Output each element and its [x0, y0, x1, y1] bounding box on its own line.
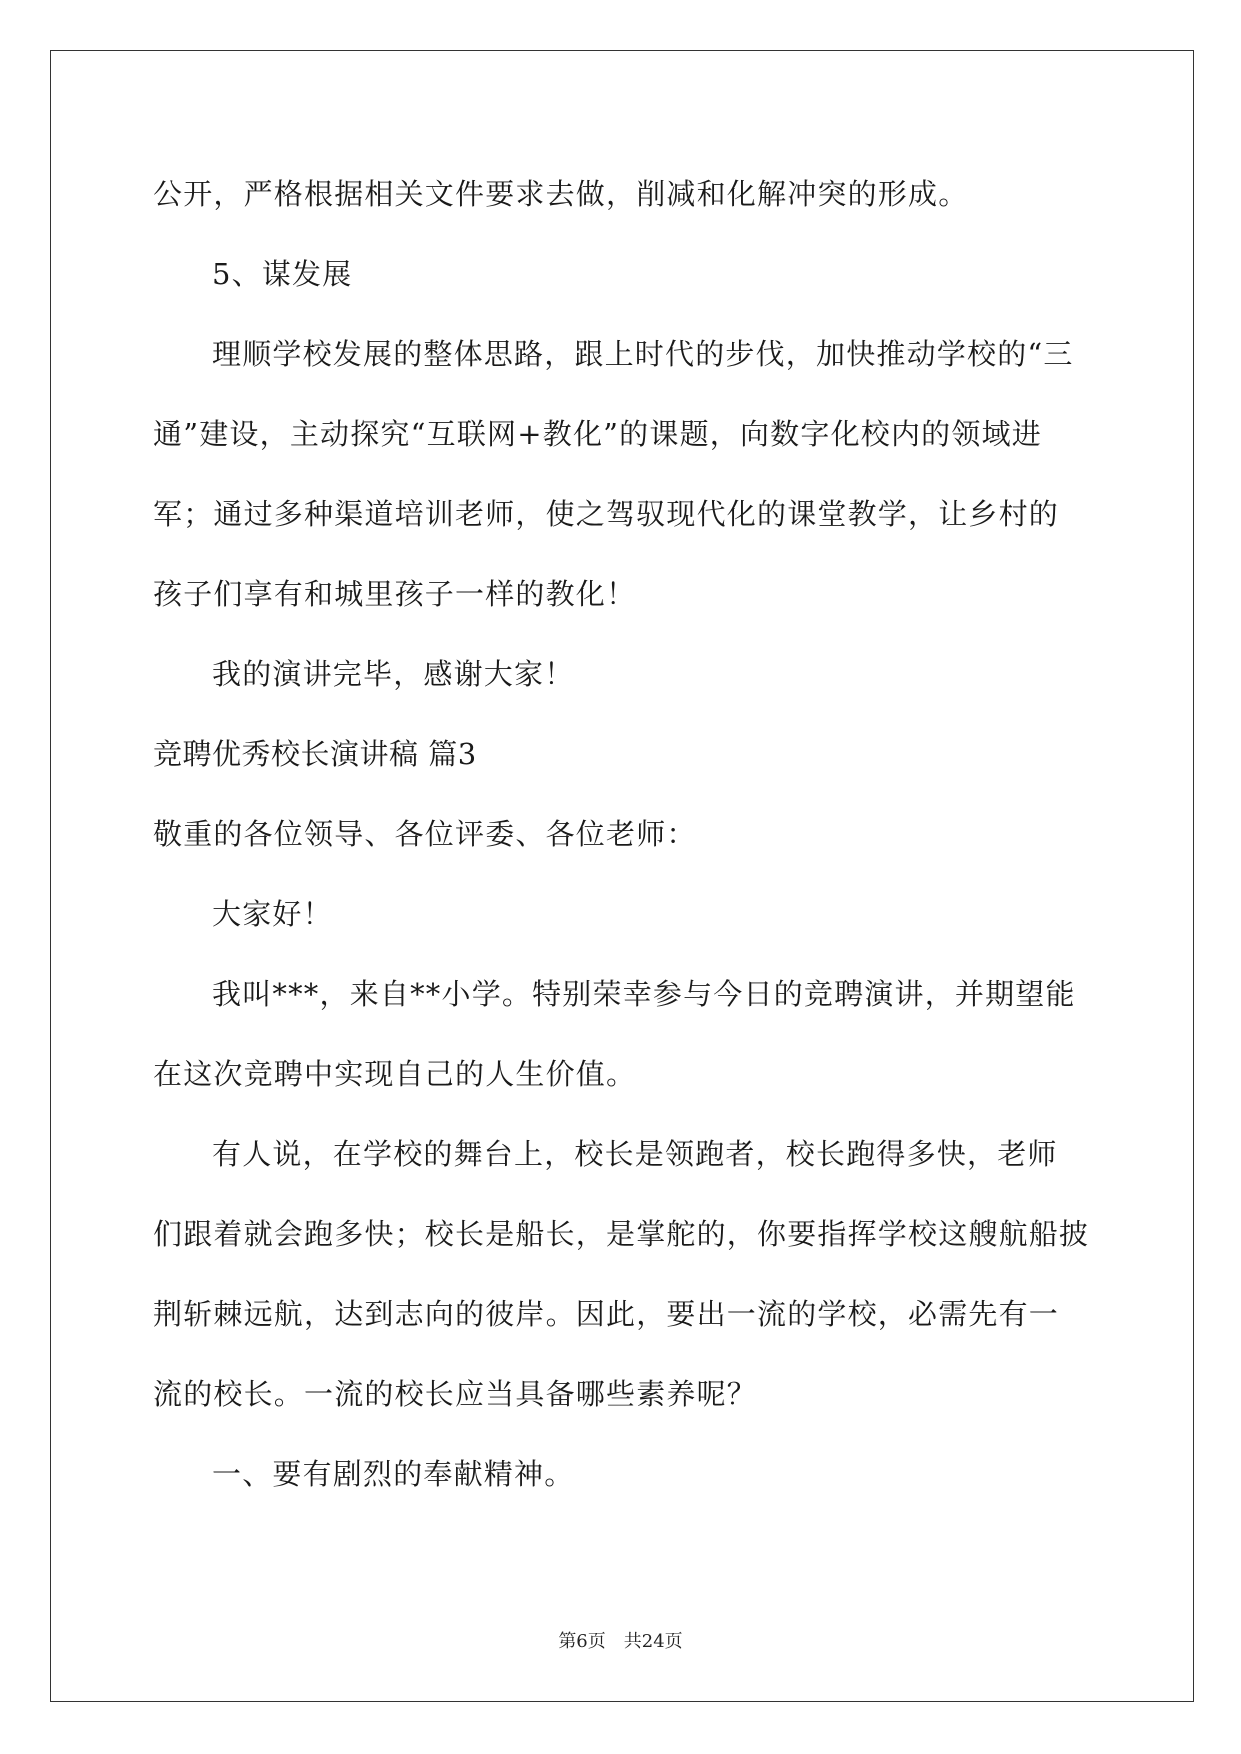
paragraph-line: 公开，严格根据相关文件要求去做，削减和化解冲突的形成。 [153, 177, 969, 211]
paragraph-line: 我的演讲完毕，感谢大家！ [212, 657, 575, 691]
salutation: 敬重的各位领导、各位评委、各位老师： [153, 817, 697, 851]
page-number: 第6页 [558, 1631, 606, 1652]
article-title: 竞聘优秀校长演讲稿 篇3 [153, 737, 477, 771]
paragraph-line: 有人说，在学校的舞台上，校长是领跑者，校长跑得多快，老师 [212, 1137, 1058, 1171]
paragraph-line: 通”建设，主动探究“互联网+教化”的课题，向数字化校内的领域进 [153, 417, 1042, 451]
section-heading: 5、谋发展 [212, 257, 353, 291]
paragraph-line: 流的校长。一流的校长应当具备哪些素养呢？ [153, 1377, 758, 1411]
section-heading: 一、要有剧烈的奉献精神。 [212, 1457, 575, 1491]
paragraph-line: 在这次竞聘中实现自己的人生价值。 [153, 1057, 637, 1091]
paragraph-line: 孩子们享有和城里孩子一样的教化！ [153, 577, 637, 611]
greeting: 大家好！ [212, 897, 333, 931]
page-total: 共24页 [623, 1631, 683, 1652]
paragraph-line: 军；通过多种渠道培训老师，使之驾驭现代化的课堂教学，让乡村的 [153, 497, 1060, 531]
paragraph-line: 们跟着就会跑多快；校长是船长，是掌舵的，你要指挥学校这艘航船披 [153, 1217, 1090, 1251]
paragraph-line: 荆斩棘远航，达到志向的彼岸。因此，要出一流的学校，必需先有一 [153, 1297, 1060, 1331]
paragraph-line: 我叫***，来自**小学。特别荣幸参与今日的竞聘演讲，并期望能 [212, 977, 1076, 1011]
page-footer [0, 1630, 1241, 1654]
paragraph-line: 理顺学校发展的整体思路，跟上时代的步伐，加快推动学校的“三 [212, 337, 1074, 371]
